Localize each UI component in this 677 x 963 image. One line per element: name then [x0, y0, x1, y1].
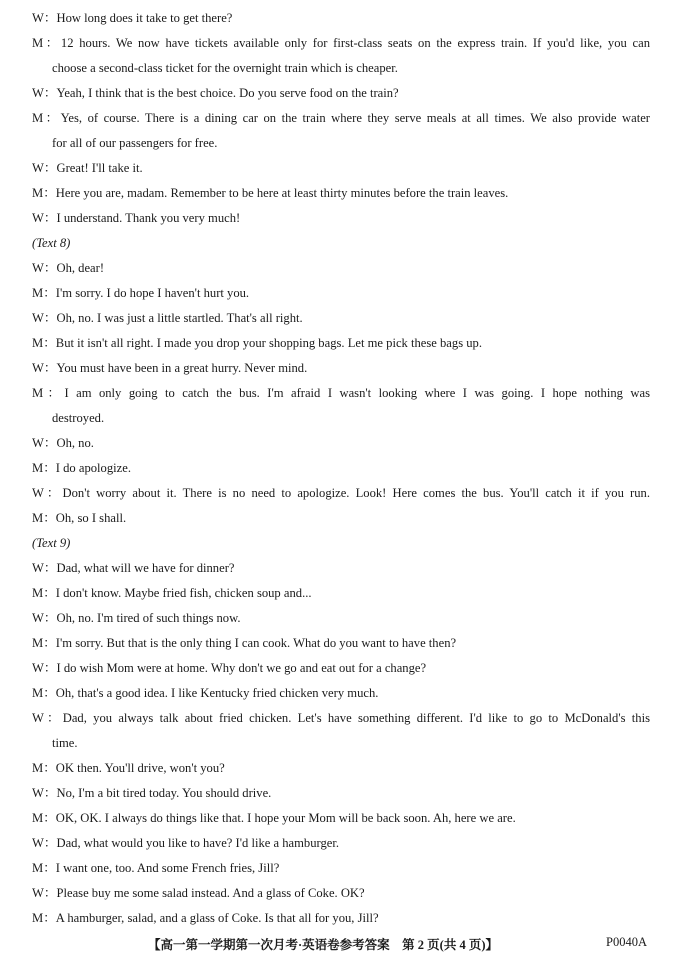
dialogue-line: M：Yes, of course. There is a dining car on the train where they serve meals at all times. We also provide water — [32, 111, 650, 125]
dialogue-line: M：OK, OK. I always do things like that. I hope your Mom will be back soon. Ah, here we are. — [32, 811, 516, 825]
dialogue-line: W：How long does it take to get there? — [32, 11, 233, 25]
dialogue-line: W：Dad, you always talk about fried chicken. Let's have something different. I'd like to go to McDonald's this — [32, 711, 650, 725]
dialogue-line: W：No, I'm a bit tired today. You should drive. — [32, 786, 272, 800]
dialogue-line: W：Please buy me some salad instead. And a glass of Coke. OK? — [32, 886, 365, 900]
dialogue-line: W：Oh, no. — [32, 436, 94, 450]
dialogue-line: W：I do wish Mom were at home. Why don't we go and eat out for a change? — [32, 661, 427, 675]
section-label: (Text 8) — [32, 236, 71, 250]
dialogue-text — [32, 6, 650, 931]
dialogue-line: M：I'm sorry. But that is the only thing I can cook. What do you want to have then? — [32, 636, 457, 650]
dialogue-line: M：A hamburger, salad, and a glass of Coke. Is that all for you, Jill? — [32, 911, 379, 925]
dialogue-line: for all of our passengers for free. — [52, 136, 218, 150]
dialogue-line: M：OK then. You'll drive, won't you? — [32, 761, 225, 775]
dialogue-line: M：12 hours. We now have tickets available only for first-class seats on the express train. If you'd like, you can — [32, 36, 650, 50]
dialogue-line: M：Oh, so I shall. — [32, 511, 127, 525]
dialogue-line: M：Oh, that's a good idea. I like Kentucky fried chicken very much. — [32, 686, 379, 700]
dialogue-line: W：Dad, what will we have for dinner? — [32, 561, 235, 575]
dialogue-line: M：Here you are, madam. Remember to be here at least thirty minutes before the train leaves. — [32, 186, 509, 200]
dialogue-line: W：Oh, no. I was just a little startled. That's all right. — [32, 311, 303, 325]
dialogue-line: W：I understand. Thank you very much! — [32, 211, 241, 225]
dialogue-line: W：Oh, dear! — [32, 261, 105, 275]
dialogue-line: W：Great! I'll take it. — [32, 161, 143, 175]
dialogue-line: M：I am only going to catch the bus. I'm afraid I wasn't looking where I was going. I hope nothing was — [32, 386, 650, 400]
dialogue-line: M：I'm sorry. I do hope I haven't hurt you. — [32, 286, 250, 300]
dialogue-line: destroyed. — [52, 411, 105, 425]
dialogue-line: W：Yeah, I think that is the best choice. Do you serve food on the train? — [32, 86, 399, 100]
dialogue-line: W：Dad, what would you like to have? I'd like a hamburger. — [32, 836, 340, 850]
dialogue-line: M：But it isn't all right. I made you drop your shopping bags. Let me pick these bags up. — [32, 336, 482, 350]
dialogue-line: W：Oh, no. I'm tired of such things now. — [32, 611, 241, 625]
dialogue-line: M：I want one, too. And some French fries, Jill? — [32, 861, 280, 875]
footer-doc-code: P0040A — [606, 935, 647, 949]
footer-page-info: 【高一第一学期第一次月考·英语卷参考答案 第 2 页(共 4 页)】 — [148, 938, 498, 952]
page-footer — [0, 935, 677, 955]
dialogue-line: choose a second-class ticket for the overnight train which is cheaper. — [52, 61, 398, 75]
section-label: (Text 9) — [32, 536, 71, 550]
dialogue-line: W：You must have been in a great hurry. Never mind. — [32, 361, 308, 375]
dialogue-line: W：Don't worry about it. There is no need to apologize. Look! Here comes the bus. You'll catch it if you run. — [32, 486, 650, 500]
dialogue-line: M：I do apologize. — [32, 461, 131, 475]
dialogue-line: time. — [52, 736, 78, 750]
dialogue-line: M：I don't know. Maybe fried fish, chicken soup and... — [32, 586, 312, 600]
